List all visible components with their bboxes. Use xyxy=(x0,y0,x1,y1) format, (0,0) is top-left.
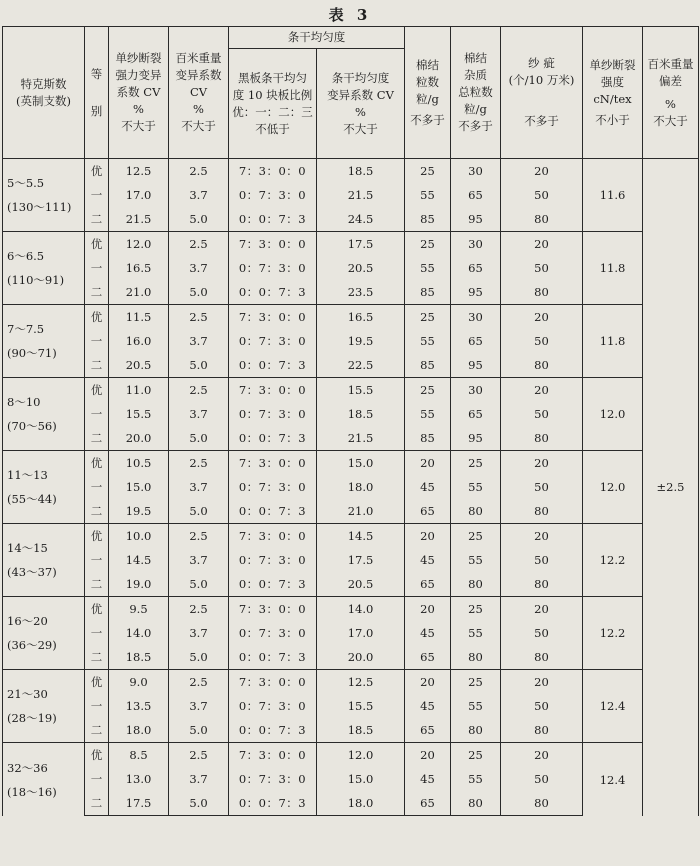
grade-cell: 优 xyxy=(85,305,109,329)
tex-cell: 6～6.5 (110～91) xyxy=(3,232,85,305)
impurity-cell: 95 xyxy=(451,207,501,231)
table-row xyxy=(3,597,699,621)
defects-cell: 80 xyxy=(501,353,583,377)
defects-cell: 20 xyxy=(501,232,583,256)
neps-cell: 25 xyxy=(405,305,451,329)
defects-cell: 20 xyxy=(501,159,583,183)
grade-cell: 优 xyxy=(85,524,109,548)
neps-cell: 85 xyxy=(405,280,451,304)
table-header xyxy=(3,27,699,159)
defects-cell: 80 xyxy=(501,499,583,523)
header-evenness-group: 条干均匀度 xyxy=(229,27,405,49)
impurity-cell: 80 xyxy=(451,499,501,523)
single-cv-cell: 17.0 xyxy=(109,183,169,207)
board-ratio-cell: 7：3：0：0 xyxy=(229,159,317,183)
header-weight-deviation: 百米重量 偏差 % 不大于 xyxy=(643,27,699,159)
evenness-cv-cell: 22.5 xyxy=(317,353,405,377)
single-cv-cell: 12.0 xyxy=(109,232,169,256)
board-ratio-cell: 0：0：7：3 xyxy=(229,426,317,450)
defects-cell: 80 xyxy=(501,207,583,231)
tex-cell: 14～15 (43～37) xyxy=(3,524,85,597)
grade-cell: 一 xyxy=(85,621,109,645)
weight-cv-cell: 5.0 xyxy=(169,791,229,815)
defects-cell: 50 xyxy=(501,548,583,572)
evenness-cv-cell: 23.5 xyxy=(317,280,405,304)
single-cv-cell: 10.5 xyxy=(109,451,169,475)
impurity-cell: 80 xyxy=(451,791,501,815)
weight-cv-cell: 2.5 xyxy=(169,378,229,402)
grade-cell: 二 xyxy=(85,353,109,377)
table-row xyxy=(3,743,699,767)
strength-cell: 12.0 xyxy=(583,451,643,524)
impurity-cell: 30 xyxy=(451,159,501,183)
evenness-cv-cell: 19.5 xyxy=(317,329,405,353)
weight-cv-cell: 3.7 xyxy=(169,329,229,353)
weight-cv-cell: 3.7 xyxy=(169,475,229,499)
single-cv-cell: 17.5 xyxy=(109,791,169,815)
weight-deviation-cell: ±2.5 xyxy=(643,159,699,816)
header-grade: 等 别 xyxy=(85,27,109,159)
evenness-cv-cell: 20.0 xyxy=(317,645,405,669)
defects-cell: 80 xyxy=(501,572,583,596)
table-row xyxy=(3,524,699,548)
single-cv-cell: 16.5 xyxy=(109,256,169,280)
evenness-cv-cell: 18.0 xyxy=(317,475,405,499)
impurity-cell: 80 xyxy=(451,572,501,596)
tex-cell: 5～5.5 (130～111) xyxy=(3,159,85,232)
header-evenness-cv: 条干均匀度 变异系数 CV % 不大于 xyxy=(317,49,405,159)
tex-cell: 7～7.5 (90～71) xyxy=(3,305,85,378)
grade-cell: 二 xyxy=(85,426,109,450)
header-defects: 纱 疵 (个/10 万米) 不多于 xyxy=(501,27,583,159)
grade-cell: 二 xyxy=(85,645,109,669)
impurity-cell: 65 xyxy=(451,329,501,353)
weight-cv-cell: 2.5 xyxy=(169,305,229,329)
weight-cv-cell: 5.0 xyxy=(169,353,229,377)
header-tex: 特克斯数 (英制支数) xyxy=(3,27,85,159)
board-ratio-cell: 7：3：0：0 xyxy=(229,378,317,402)
single-cv-cell: 15.5 xyxy=(109,402,169,426)
defects-cell: 50 xyxy=(501,402,583,426)
impurity-cell: 95 xyxy=(451,426,501,450)
single-cv-cell: 10.0 xyxy=(109,524,169,548)
defects-cell: 50 xyxy=(501,183,583,207)
grade-cell: 二 xyxy=(85,499,109,523)
neps-cell: 20 xyxy=(405,670,451,694)
header-strength: 单纱断裂 强度 cN/tex 不小于 xyxy=(583,27,643,159)
defects-cell: 50 xyxy=(501,256,583,280)
grade-cell: 一 xyxy=(85,256,109,280)
impurity-cell: 30 xyxy=(451,232,501,256)
impurity-cell: 55 xyxy=(451,621,501,645)
strength-cell: 12.4 xyxy=(583,743,643,816)
single-cv-cell: 11.5 xyxy=(109,305,169,329)
weight-cv-cell: 2.5 xyxy=(169,597,229,621)
neps-cell: 45 xyxy=(405,694,451,718)
table-row xyxy=(3,378,699,402)
board-ratio-cell: 0：7：3：0 xyxy=(229,256,317,280)
weight-cv-cell: 3.7 xyxy=(169,548,229,572)
neps-cell: 25 xyxy=(405,232,451,256)
board-ratio-cell: 0：0：7：3 xyxy=(229,499,317,523)
neps-cell: 65 xyxy=(405,791,451,815)
impurity-cell: 25 xyxy=(451,670,501,694)
impurity-cell: 25 xyxy=(451,743,501,767)
neps-cell: 85 xyxy=(405,353,451,377)
board-ratio-cell: 0：7：3：0 xyxy=(229,694,317,718)
impurity-cell: 80 xyxy=(451,718,501,742)
grade-cell: 一 xyxy=(85,767,109,791)
grade-cell: 一 xyxy=(85,694,109,718)
weight-cv-cell: 5.0 xyxy=(169,572,229,596)
impurity-cell: 80 xyxy=(451,645,501,669)
defects-cell: 20 xyxy=(501,524,583,548)
single-cv-cell: 14.0 xyxy=(109,621,169,645)
strength-cell: 12.2 xyxy=(583,524,643,597)
impurity-cell: 25 xyxy=(451,597,501,621)
table-row xyxy=(3,451,699,475)
single-cv-cell: 20.5 xyxy=(109,353,169,377)
neps-cell: 45 xyxy=(405,475,451,499)
impurity-cell: 55 xyxy=(451,767,501,791)
neps-cell: 25 xyxy=(405,378,451,402)
neps-cell: 55 xyxy=(405,402,451,426)
single-cv-cell: 13.0 xyxy=(109,767,169,791)
neps-cell: 25 xyxy=(405,159,451,183)
weight-cv-cell: 2.5 xyxy=(169,670,229,694)
evenness-cv-cell: 15.5 xyxy=(317,694,405,718)
board-ratio-cell: 0：7：3：0 xyxy=(229,621,317,645)
grade-cell: 一 xyxy=(85,475,109,499)
strength-cell: 11.8 xyxy=(583,305,643,378)
single-cv-cell: 21.0 xyxy=(109,280,169,304)
defects-cell: 80 xyxy=(501,426,583,450)
weight-cv-cell: 3.7 xyxy=(169,621,229,645)
weight-cv-cell: 5.0 xyxy=(169,280,229,304)
board-ratio-cell: 0：0：7：3 xyxy=(229,207,317,231)
weight-cv-cell: 5.0 xyxy=(169,499,229,523)
neps-cell: 20 xyxy=(405,524,451,548)
table-row xyxy=(3,232,699,256)
tex-cell: 21～30 (28～19) xyxy=(3,670,85,743)
neps-cell: 45 xyxy=(405,621,451,645)
weight-cv-cell: 2.5 xyxy=(169,524,229,548)
single-cv-cell: 16.0 xyxy=(109,329,169,353)
evenness-cv-cell: 17.0 xyxy=(317,621,405,645)
table-body xyxy=(3,159,699,816)
weight-cv-cell: 2.5 xyxy=(169,159,229,183)
defects-cell: 20 xyxy=(501,743,583,767)
impurity-cell: 65 xyxy=(451,402,501,426)
evenness-cv-cell: 20.5 xyxy=(317,256,405,280)
board-ratio-cell: 7：3：0：0 xyxy=(229,451,317,475)
grade-cell: 优 xyxy=(85,451,109,475)
impurity-cell: 95 xyxy=(451,353,501,377)
evenness-cv-cell: 14.5 xyxy=(317,524,405,548)
evenness-cv-cell: 16.5 xyxy=(317,305,405,329)
board-ratio-cell: 7：3：0：0 xyxy=(229,305,317,329)
single-cv-cell: 19.0 xyxy=(109,572,169,596)
neps-cell: 85 xyxy=(405,426,451,450)
single-cv-cell: 21.5 xyxy=(109,207,169,231)
evenness-cv-cell: 21.5 xyxy=(317,183,405,207)
single-cv-cell: 15.0 xyxy=(109,475,169,499)
weight-cv-cell: 2.5 xyxy=(169,743,229,767)
weight-cv-cell: 3.7 xyxy=(169,767,229,791)
weight-cv-cell: 3.7 xyxy=(169,694,229,718)
grade-cell: 优 xyxy=(85,670,109,694)
neps-cell: 65 xyxy=(405,645,451,669)
impurity-cell: 30 xyxy=(451,378,501,402)
header-single-strength-cv: 单纱断裂 强力变异 系数 CV % 不大于 xyxy=(109,27,169,159)
weight-cv-cell: 3.7 xyxy=(169,256,229,280)
header-weight-cv: 百米重量 变异系数 CV % 不大于 xyxy=(169,27,229,159)
defects-cell: 20 xyxy=(501,378,583,402)
board-ratio-cell: 0：7：3：0 xyxy=(229,548,317,572)
board-ratio-cell: 0：0：7：3 xyxy=(229,718,317,742)
impurity-cell: 55 xyxy=(451,694,501,718)
board-ratio-cell: 0：0：7：3 xyxy=(229,791,317,815)
defects-cell: 50 xyxy=(501,767,583,791)
board-ratio-cell: 7：3：0：0 xyxy=(229,743,317,767)
evenness-cv-cell: 18.5 xyxy=(317,159,405,183)
grade-cell: 优 xyxy=(85,232,109,256)
table-row xyxy=(3,305,699,329)
grade-cell: 二 xyxy=(85,718,109,742)
neps-cell: 65 xyxy=(405,499,451,523)
weight-cv-cell: 5.0 xyxy=(169,645,229,669)
evenness-cv-cell: 15.5 xyxy=(317,378,405,402)
strength-cell: 12.4 xyxy=(583,670,643,743)
grade-cell: 一 xyxy=(85,329,109,353)
board-ratio-cell: 0：0：7：3 xyxy=(229,645,317,669)
impurity-cell: 55 xyxy=(451,548,501,572)
evenness-cv-cell: 21.0 xyxy=(317,499,405,523)
board-ratio-cell: 0：7：3：0 xyxy=(229,402,317,426)
grade-cell: 二 xyxy=(85,791,109,815)
defects-cell: 80 xyxy=(501,645,583,669)
grade-cell: 优 xyxy=(85,378,109,402)
tex-cell: 32～36 (18～16) xyxy=(3,743,85,816)
defects-cell: 20 xyxy=(501,597,583,621)
header-neps: 棉结 粒数 粒/g 不多于 xyxy=(405,27,451,159)
table-title: 表 3 xyxy=(328,6,372,24)
defects-cell: 80 xyxy=(501,791,583,815)
evenness-cv-cell: 18.5 xyxy=(317,718,405,742)
board-ratio-cell: 7：3：0：0 xyxy=(229,670,317,694)
evenness-cv-cell: 14.0 xyxy=(317,597,405,621)
single-cv-cell: 19.5 xyxy=(109,499,169,523)
defects-cell: 50 xyxy=(501,694,583,718)
table-row xyxy=(3,670,699,694)
defects-cell: 50 xyxy=(501,621,583,645)
grade-cell: 一 xyxy=(85,183,109,207)
neps-cell: 20 xyxy=(405,451,451,475)
single-cv-cell: 14.5 xyxy=(109,548,169,572)
weight-cv-cell: 5.0 xyxy=(169,207,229,231)
defects-cell: 20 xyxy=(501,670,583,694)
board-ratio-cell: 0：7：3：0 xyxy=(229,475,317,499)
strength-cell: 12.2 xyxy=(583,597,643,670)
evenness-cv-cell: 12.5 xyxy=(317,670,405,694)
weight-cv-cell: 2.5 xyxy=(169,451,229,475)
neps-cell: 20 xyxy=(405,743,451,767)
defects-cell: 20 xyxy=(501,305,583,329)
grade-cell: 二 xyxy=(85,207,109,231)
tex-cell: 8～10 (70～56) xyxy=(3,378,85,451)
defects-cell: 50 xyxy=(501,329,583,353)
evenness-cv-cell: 12.0 xyxy=(317,743,405,767)
impurity-cell: 55 xyxy=(451,475,501,499)
grade-cell: 一 xyxy=(85,548,109,572)
neps-cell: 20 xyxy=(405,597,451,621)
table-row xyxy=(3,159,699,183)
single-cv-cell: 9.0 xyxy=(109,670,169,694)
board-ratio-cell: 0：7：3：0 xyxy=(229,767,317,791)
impurity-cell: 65 xyxy=(451,183,501,207)
grade-cell: 二 xyxy=(85,572,109,596)
defects-cell: 80 xyxy=(501,280,583,304)
yarn-quality-table xyxy=(2,26,699,816)
board-ratio-cell: 7：3：0：0 xyxy=(229,524,317,548)
evenness-cv-cell: 15.0 xyxy=(317,767,405,791)
neps-cell: 45 xyxy=(405,767,451,791)
grade-cell: 一 xyxy=(85,402,109,426)
impurity-cell: 25 xyxy=(451,451,501,475)
evenness-cv-cell: 24.5 xyxy=(317,207,405,231)
strength-cell: 11.8 xyxy=(583,232,643,305)
header-impurity: 棉结 杂质 总粒数 粒/g 不多于 xyxy=(451,27,501,159)
strength-cell: 11.6 xyxy=(583,159,643,232)
impurity-cell: 95 xyxy=(451,280,501,304)
board-ratio-cell: 0：7：3：0 xyxy=(229,329,317,353)
evenness-cv-cell: 20.5 xyxy=(317,572,405,596)
evenness-cv-cell: 21.5 xyxy=(317,426,405,450)
board-ratio-cell: 0：0：7：3 xyxy=(229,280,317,304)
board-ratio-cell: 0：7：3：0 xyxy=(229,183,317,207)
impurity-cell: 30 xyxy=(451,305,501,329)
weight-cv-cell: 5.0 xyxy=(169,718,229,742)
weight-cv-cell: 2.5 xyxy=(169,232,229,256)
weight-cv-cell: 5.0 xyxy=(169,426,229,450)
single-cv-cell: 11.0 xyxy=(109,378,169,402)
tex-cell: 11～13 (55～44) xyxy=(3,451,85,524)
board-ratio-cell: 7：3：0：0 xyxy=(229,232,317,256)
evenness-cv-cell: 17.5 xyxy=(317,232,405,256)
neps-cell: 55 xyxy=(405,329,451,353)
impurity-cell: 25 xyxy=(451,524,501,548)
single-cv-cell: 18.0 xyxy=(109,718,169,742)
single-cv-cell: 20.0 xyxy=(109,426,169,450)
header-board-ratio: 黑板条干均匀 度 10 块板比例 优：一：二：三 不低于 xyxy=(229,49,317,159)
single-cv-cell: 18.5 xyxy=(109,645,169,669)
defects-cell: 50 xyxy=(501,475,583,499)
evenness-cv-cell: 17.5 xyxy=(317,548,405,572)
weight-cv-cell: 3.7 xyxy=(169,402,229,426)
board-ratio-cell: 7：3：0：0 xyxy=(229,597,317,621)
grade-cell: 二 xyxy=(85,280,109,304)
evenness-cv-cell: 15.0 xyxy=(317,451,405,475)
grade-cell: 优 xyxy=(85,597,109,621)
neps-cell: 45 xyxy=(405,548,451,572)
evenness-cv-cell: 18.0 xyxy=(317,791,405,815)
grade-cell: 优 xyxy=(85,743,109,767)
evenness-cv-cell: 18.5 xyxy=(317,402,405,426)
neps-cell: 55 xyxy=(405,183,451,207)
defects-cell: 20 xyxy=(501,451,583,475)
single-cv-cell: 12.5 xyxy=(109,159,169,183)
board-ratio-cell: 0：0：7：3 xyxy=(229,353,317,377)
neps-cell: 65 xyxy=(405,718,451,742)
defects-cell: 80 xyxy=(501,718,583,742)
tex-cell: 16～20 (36～29) xyxy=(3,597,85,670)
board-ratio-cell: 0：0：7：3 xyxy=(229,572,317,596)
single-cv-cell: 9.5 xyxy=(109,597,169,621)
single-cv-cell: 8.5 xyxy=(109,743,169,767)
grade-cell: 优 xyxy=(85,159,109,183)
strength-cell: 12.0 xyxy=(583,378,643,451)
single-cv-cell: 13.5 xyxy=(109,694,169,718)
neps-cell: 55 xyxy=(405,256,451,280)
impurity-cell: 65 xyxy=(451,256,501,280)
neps-cell: 85 xyxy=(405,207,451,231)
weight-cv-cell: 3.7 xyxy=(169,183,229,207)
neps-cell: 65 xyxy=(405,572,451,596)
